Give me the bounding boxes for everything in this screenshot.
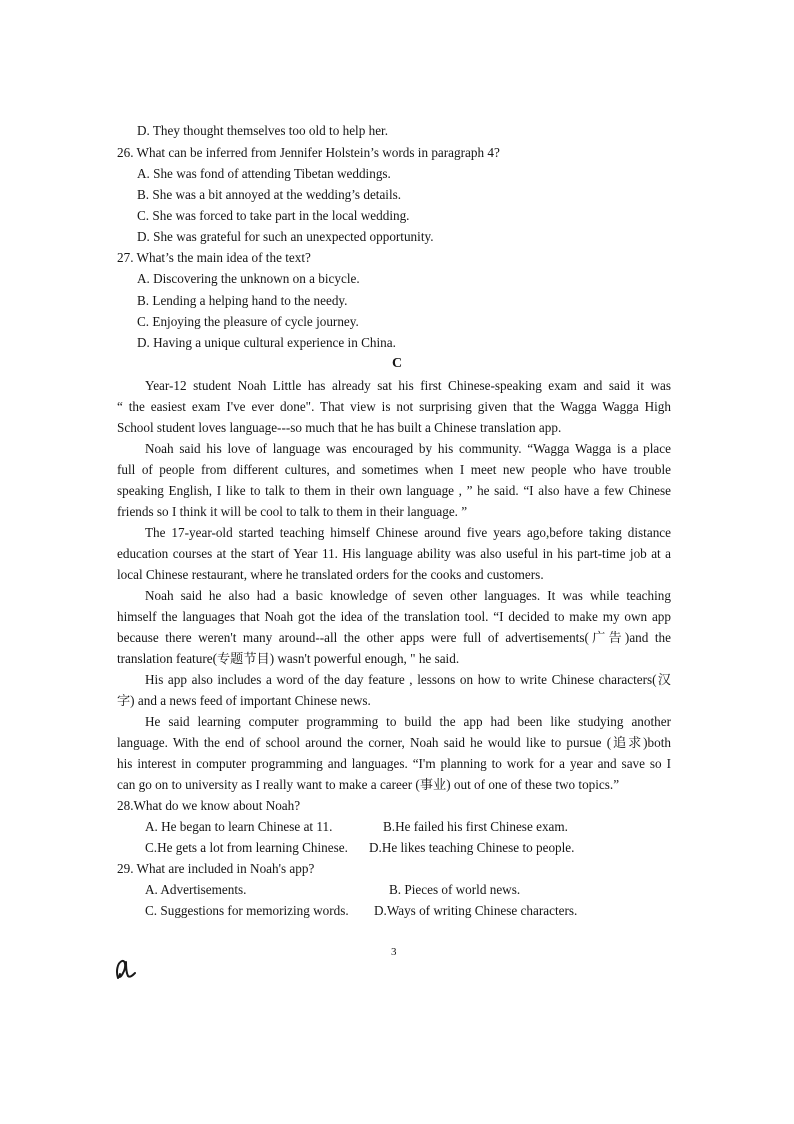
q29-option-b: B. Pieces of world news. (389, 882, 521, 897)
q27-option-d: D. Having a unique cultural experience in China. (137, 335, 396, 350)
passage-line: He said learning computer programming to build the app had been like studying another (145, 714, 671, 729)
passage-line: School student loves language---so much that he has built a Chinese translation app. (117, 420, 562, 435)
q28-option-a: A. He began to learn Chinese at 11. (145, 819, 333, 834)
section-title: C (392, 356, 403, 371)
q25-option-d: D. They thought themselves too old to help her. (137, 123, 389, 138)
passage-line: education courses at the start of Year 11. His language ability was also useful in his part-time job at a (117, 546, 671, 561)
passage-line: his interest in computer programming and languages. “I'm planning to work for a year and save so I (117, 756, 671, 771)
q29-option-d: D.Ways of writing Chinese characters. (374, 903, 578, 918)
passage-line: 字) and a news feed of important Chinese news. (117, 693, 371, 708)
passage-line: “ the easiest exam I've ever done". That view is not surprising given that the Wagga Wagga High (117, 399, 671, 414)
passage-line: The 17-year-old started teaching himself Chinese around five years ago,before taking distance (145, 525, 671, 540)
passage-line: himself the languages that Noah got the idea of the translation tool. “I decided to make my own app (117, 609, 671, 624)
passage-line: local Chinese restaurant, where he translated orders for the cooks and customers. (117, 567, 544, 582)
page-number: 3 (391, 946, 397, 958)
q29-stem: 29. What are included in Noah's app? (117, 861, 315, 876)
passage-line: language. With the end of school around the corner, Noah said he would like to pursue (追求)both (117, 735, 671, 750)
passage-line: Noah said he also had a basic knowledge of seven other languages. It was while teaching (145, 588, 671, 603)
q29-option-c: C. Suggestions for memorizing words. (145, 903, 349, 918)
passage-line: speaking English, I like to talk to them in their own language , ” he said. “I also have a few Chinese (117, 483, 671, 498)
passage-line: can go on to university as I really want to make a career (事业) out of one of these two topics.” (117, 777, 620, 792)
q26-option-d: D. She was grateful for such an unexpected opportunity. (137, 229, 434, 244)
q29-option-a: A. Advertisements. (145, 882, 247, 897)
passage-line: Year-12 student Noah Little has already sat his first Chinese-speaking exam and said it was (145, 378, 671, 393)
passage-line: Noah said his love of language was encouraged by his community. “Wagga Wagga is a place (145, 441, 671, 456)
passage-line: translation feature(专题节目) wasn't powerful enough, " he said. (117, 651, 460, 666)
handwritten-mark-icon (114, 958, 140, 982)
passage-line: friends so I think it will be cool to talk to them in their language. ” (117, 504, 468, 519)
passage-line: because there weren't many around--all the other apps were full of advertisements(广告)and the (117, 630, 671, 645)
q27-stem: 27. What’s the main idea of the text? (117, 250, 311, 265)
q26-option-b: B. She was a bit annoyed at the wedding’s details. (137, 187, 402, 202)
q28-stem: 28.What do we know about Noah? (117, 798, 301, 813)
q26-option-c: C. She was forced to take part in the local wedding. (137, 208, 410, 223)
q28-option-b: B.He failed his first Chinese exam. (383, 819, 568, 834)
q28-option-d: D.He likes teaching Chinese to people. (369, 840, 575, 855)
q27-option-c: C. Enjoying the pleasure of cycle journey. (137, 314, 359, 329)
q26-stem: 26. What can be inferred from Jennifer Holstein’s words in paragraph 4? (117, 145, 500, 160)
q27-option-a: A. Discovering the unknown on a bicycle. (137, 271, 360, 286)
q28-option-c: C.He gets a lot from learning Chinese. (145, 840, 348, 855)
passage-line: His app also includes a word of the day feature , lessons on how to write Chinese characters(汉 (145, 672, 671, 687)
passage-line: full of people from different cultures, and sometimes when I meet new people who have trouble (117, 462, 671, 477)
q26-option-a: A. She was fond of attending Tibetan weddings. (137, 166, 391, 181)
q27-option-b: B. Lending a helping hand to the needy. (137, 293, 348, 308)
